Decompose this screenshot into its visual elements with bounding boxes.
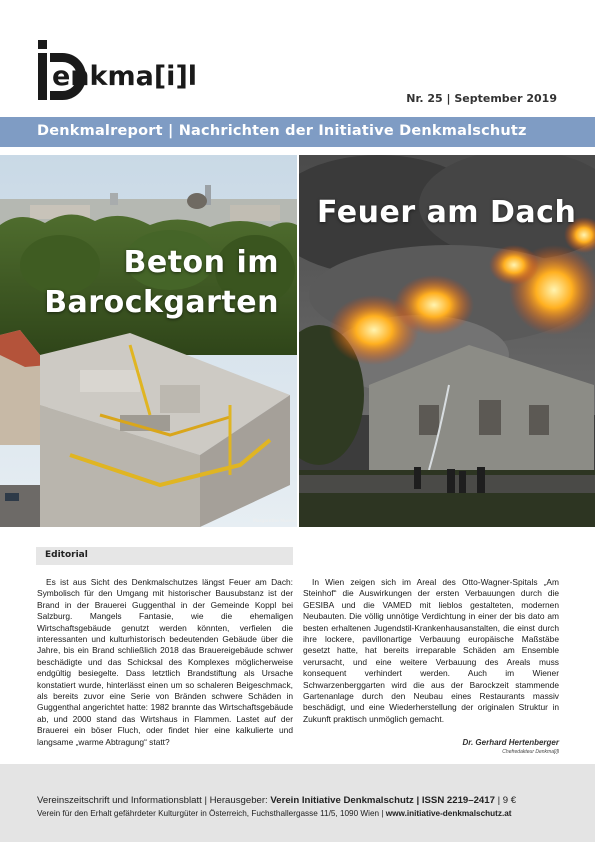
footer-publication-type: Vereinszeitschrift und Informationsblatt | Herausgeber: [37, 795, 271, 806]
photo-barockgarten [0, 155, 297, 527]
footer-issn: | ISSN 2219–2417 [413, 795, 495, 806]
footer-line-1 [37, 795, 516, 806]
issue-number: Nr. 25 | September 2019 [406, 92, 557, 105]
headline-feuer-am-dach: Feuer am Dach [317, 195, 577, 230]
footer [0, 764, 595, 842]
editorial-label: Editorial [45, 550, 88, 560]
banner-title: Denkmalreport | Nachrichten der Initiative Denkmalschutz [37, 123, 527, 139]
editorial-column-right [303, 577, 559, 725]
editorial-signature-role: Chefredakteur Denkma[i]l [502, 749, 559, 755]
headline-left-line2: Barockgarten [44, 285, 279, 320]
editorial-paragraph-right: In Wien zeigen sich im Areal des Otto-Wagner-Spitals „Am Steinhof“ die Auswirkungen der ersten Verbauungen durch die GESIBA und die VAMED mit lieblos gestalteten, modernen Neubauten. Die völlig unnötige Verdichtung in einer der bis dato am besten erhaltenen Jugendstil-Krankenhausanstalten, die einst durch ihre lockere, pavillonartige Verbauung europäische Maßstäbe gesetzt hatte, hat bereits irreparable Schäden am Ensemble verursacht, und eine weitere Verbauung des Areals muss konsequent verhindert werden. Auch im Wiener Schwarzenberggarten wird die aus der Barockzeit stammende Gartenanlage durch den Neubau eines Restaurants massiv beschädigt, und eine Wiederherstellung der originalen Struktur in Zukunft praktisch unmöglich gemacht. [303, 577, 559, 724]
editorial-signature: Dr. Gerhard Hertenberger [462, 738, 559, 747]
logo-i-stem [38, 53, 47, 100]
construction-site-image [0, 155, 297, 527]
headline-beton-im-barockgarten [44, 243, 279, 323]
footer-publisher: Verein Initiative Denkmalschutz [270, 795, 414, 806]
footer-line-2 [37, 809, 512, 818]
photo-credit: Margarethe Mueller [253, 519, 297, 524]
footer-price: | 9 € [494, 795, 517, 806]
editorial-column-left [37, 577, 293, 748]
photo-feuer-am-dach [299, 155, 595, 527]
footer-website-link[interactable]: www.initiative-denkmalschutz.at [385, 809, 512, 818]
footer-address: Verein für den Erhalt gefährdeter Kulturgüter in Österreich, Fuchsthallergasse 11/5, 1090 Wien | [37, 809, 386, 818]
header-banner [0, 117, 595, 147]
logo-text: enkma[i]l [52, 61, 198, 92]
editorial-label-box [36, 547, 293, 565]
headline-left-line1: Beton im [123, 245, 279, 280]
logo-i-dot [38, 40, 47, 49]
editorial-paragraph-left: Es ist aus Sicht des Denkmalschutzes längst Feuer am Dach: Symbolisch für den Umgang mit historischer Bausubstanz ist der Brand in der Brauerei Guggenthal in der Gemeinde Koppl bei Salzburg. Mangels Fantasie, wie die ehemaligen Wirtschaftsgebäude genutzt werden könnten, verfielen die interessanten und kulturhistorisch bedeutenden Gebäude über die Jahre, bis ein Brand schließlich 2018 das Brauereigebäude schwer beschädigte und das Schicksal des Komplexes möglicherweise endgültig besiegelte. Dass letztlich Brandstiftung als Ursache konstatiert wurde, hinterlässt einen um so schaleren Beigeschmack, als bereits zuvor eine Serie von Bränden schwere Schäden in Guggenthal angerichtet hatte: 1982 brannte das Wirtschaftsgebäude ab, und 2000 stand das Wirtshaus in Flammen. Lastet auf der Brauerei ein böser Fluch, oder findet hier eine kalkulierte und langsame „warme Abtragung“ statt? [37, 577, 293, 747]
